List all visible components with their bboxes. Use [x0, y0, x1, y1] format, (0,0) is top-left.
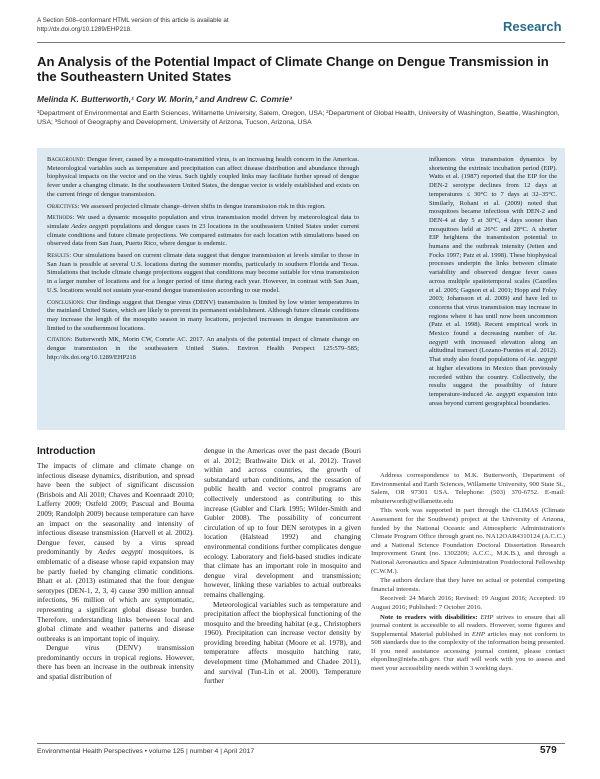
continuation-text-c: at higher elevations in Mexico than previously recorded within the country. Collectively, the results suggest the possibility of future temperature-induced: [429, 364, 557, 398]
bottom-divider: [37, 743, 565, 744]
intro-species: Aedes aegypti: [98, 547, 143, 557]
notice-ehp-2: EHP: [471, 630, 485, 638]
conflict-statement: The authors declare that they have no actual or potential competing financial interests.: [371, 577, 565, 593]
continuation-species-1: Ae. aegypti: [429, 330, 558, 346]
results-text: Our simulations based on current climate data suggest that dengue transmission at levels similar to those in San Juan is possible at several U.S. locations during the summer months, particularly in southern Florida and Texas. Simulations that include climate change projections suggest that conditions may become suitable for virus transmission in a larger number of locations and for a longer period of time during each year. However, in contrast with San Juan, U.S. locations would not sustain year-round dengue transmission according to our model.: [47, 252, 360, 294]
continuation-species-3: Ae. aegypti: [485, 390, 516, 398]
funding-statement: This work was supported in part through the CLIMAS (Climate Assessment for the Southwest) project at the University of Arizona, funded by the National Oceanic and Atmospheric Administration's Climate Program Office through grant no. NA12OAR4310124 (A.C.C.) and a National Science Foundation Doctoral Dissertation Research Improvement Grant (no. 1302209; A.C.C., M.K.B.), and through a National Aeronautics and Space Administration Postdoctoral Fellowship (C.W.M.).: [371, 507, 565, 575]
accessibility-notice: [371, 614, 565, 674]
intro-p1-text: The impacts of climate and climate change on infectious disease dynamics, distribution, and spread have been the subject of significant discussion (Brisbois and Ali 2010; Chaves and Koenraadt 2010; Lafferty 2009; Ostfeld 2009; Pascual and Bouma 2009; Randolph 2009) because temperature can have an impact on the seasonality and intensity of infectious disease transmission (Harvell et al. 2002). Dengue fever, caused by a virus spread predominantly by: [37, 461, 194, 557]
notice-label: Note to readers with disabilities:: [380, 613, 478, 621]
continuation-text-a: influences virus transmission dynamics by shortening the extrinsic incubation period (EIP). Watts et al. (1987) reported that the EIP for the DEN-2 serotype declines from 12 days at temperatures ≤ 30°C to 7 days at 32–35°C. Similarly, Rohani et al. (2009) noted that mosquitoes became infectious with DEN-2 and DEN-4 at day 5 at 30°C, 4 days sooner than mosquitoes held at 26°C and 28°C. A shorter EIP heightens the transmission potential to humans and the outbreak intensity (Jetten and Focks 1997; Patz et al. 1998). These biophysical processes underpin the links between climate variability and observed dengue fever cases across multiple spatiotemporal scales (Cazelles et al. 2005; Gagnon et al. 2001; Hopp and Foley 2003; Johansson et al. 2009) and have led to concerns that virus transmission may increase in regions where it has until now been uncommon (Patz et al. 1998). Recent empirical work in Mexico found a decreasing number of: [429, 156, 557, 338]
intro-paragraph-1: [37, 461, 194, 643]
citation-text[interactable]: Butterworth MK, Morin CW, Comrie AC. 2017. An analysis of the potential impact of climate change on dengue transmission in the southeastern United States. Environ Health Perspect 125:579–585; http://dx.doi.org/10.1289/EHP218: [47, 336, 359, 361]
author-list: Melinda K. Butterworth,¹ Cory W. Morin,² and Andrew C. Comrie³: [37, 94, 292, 104]
intro-p1-text-b: mosquitoes, is emblematic of a disease whose rapid expansion may be partly fueled by changing climatic conditions. Bhatt et al. (2013) estimated that the four dengue serotypes (DEN-1, 2, 3, 4) cause 390 million annual infections, 96 million of which are symptomatic, representing a significant global disease burden. Therefore, understanding links between local and global climate and weather patterns and disease outbreaks is an important topic of inquiry.: [37, 547, 194, 643]
body-column-1: [37, 446, 194, 682]
objectives-text: We assessed projected climate change–driven shifts in dengue transmission risk in this region.: [80, 202, 326, 210]
section-tag: Research: [503, 19, 562, 34]
methods-text: We used a dynamic mosquito population and virus transmission model driven by meteorological data to simulate: [47, 214, 359, 230]
abstract-methods: [47, 214, 359, 249]
notice-text-a: strives to ensure that all journal content is accessible to all readers. However, some figures and Supplemental Material published in: [371, 613, 566, 638]
affiliations: ¹Department of Environmental and Earth Sciences, Willamette University, Salem, Oregon, USA; ²Department of Global Health, University of Washington, Seattle, Washington, USA; ³School of Geography and Development, University of Arizona, Tucson, Arizona, USA: [37, 110, 560, 127]
abstract-results: [47, 252, 359, 296]
article-info-box: [371, 472, 565, 675]
introduction-heading: Introduction: [37, 446, 96, 457]
methods-text-b: populations and dengue cases in 23 locations in the southeastern United States under current climate conditions and future climate projections. We compared estimates for each location with simulations based on observed data from San Juan, Puerto Rico, where dengue is endemic.: [47, 222, 360, 248]
accessibility-note: A Section 508–conformant HTML version of this article is available at http://dx.doi.org/10.1289/EHP218.: [37, 17, 229, 33]
top-divider: [37, 42, 565, 43]
body-column-2: [204, 446, 361, 686]
abstract-conclusions: [47, 299, 359, 334]
intro-paragraph-2: Dengue virus (DENV) transmission predominantly occurs in tropical regions. However, there has been an increase in the outbreak intensity and spatial distribution of: [37, 643, 194, 682]
citation-label: Citation:: [47, 336, 73, 344]
article-title: An Analysis of the Potential Impact of Climate Change on Dengue Transmission in the Southeastern United States: [37, 54, 549, 84]
intro-paragraph-4: Meteorological variables such as temperature and precipitation affect the biophysical functioning of the mosquito and the breeding habitat (e.g., Christophers 1960). Precipitation can increase vector density by providing breeding habitat (Moore et al. 1978), and temperature affects mosquito hatching rate, development time (Mohammed and Chadee 2011), and survival (Tun-Lin et al. 2000). Temperature further: [204, 599, 361, 686]
correspondence: Address correspondence to M.K. Butterworth, Department of Environmental and Earth Sciences, Willamette University, 900 State St., Salem, OR 97301 USA. Telephone: (503) 370-6752. E-mail: mbutterworth@willamette.edu: [371, 472, 565, 505]
background-text: Dengue fever, caused by a mosquito-transmitted virus, is an increasing health concern in the Americas. Meteorological variables such as temperature and precipitation can affect disease distribution and abundance through biophysical impacts on the vector and on the virus. Such tightly coupled links may facilitate further spread of dengue fever under a changing climate. In the southeastern United States, the dengue vector is widely established and exists on the current fringe of dengue transmission.: [47, 156, 360, 198]
page-number: 579: [540, 745, 557, 756]
conclusions-label: Conclusions:: [47, 298, 85, 306]
background-label: Background:: [47, 156, 86, 163]
notice-ehp-1: EHP: [480, 613, 494, 621]
conclusions-text: Our findings suggest that Dengue virus (DENV) transmission is limited by low winter temperatures in the mainland United States, which are likely to prevent its permanent establishment. Although future climate conditions may increase the length of the mosquito season in many locations, projected increases in dengue transmission are limited to the southernmost locations.: [47, 298, 359, 332]
continuation-text-b: with increased elevation along an altitudinal transect (Lozano-Fuentes et al. 2012). That study also found populations of: [429, 338, 557, 364]
abstract-objectives: [47, 203, 359, 212]
notice-text-b[interactable]: articles may not conform to 508 standards due to the complexity of the information being presented. If you need assistance accessing journal content, please contact ehponline@niehs.nih.gov. Our staff will work with you to assess and meet your accessibility needs within 3 working days.: [371, 630, 566, 673]
results-label: Results:: [47, 252, 72, 260]
abstract-continuation: [429, 156, 557, 408]
journal-footer: Environmental Health Perspectives • volume 125 | number 4 | April 2017: [37, 748, 255, 755]
intro-paragraph-3: dengue in the Americas over the past decade (Bouri et al. 2012; Brathwaite Dick et al. 2012). Travel within and across countries, the growth of substandard urban conditions, and the cessation of public health and vector control programs are collectively understood as contributing to this increase (Gubler and Clark 1995; Wilder-Smith and Gubler 2008). The possibility of concurrent circulation of up to four DEN serotypes in a given location (Halstead 1992) and changing environmental conditions further complicates dengue ecology. Laboratory and field-based studies indicate that climate has an important role in mosquito and dengue viral development and transmission; however, linking these variables to actual outbreaks remains challenging.: [204, 446, 361, 599]
abstract-main: [47, 156, 359, 365]
abstract-citation: [47, 336, 359, 362]
methods-label: Methods:: [47, 214, 75, 222]
continuation-text-d: expansion into areas beyond current geographical boundaries.: [429, 390, 557, 407]
abstract-box: [37, 148, 565, 430]
continuation-species-2: Ae. aegypti: [527, 356, 557, 364]
objectives-label: Objectives:: [47, 202, 80, 210]
article-dates: Received: 24 March 2016; Revised: 19 August 2016; Accepted: 19 August 2016; Published: 7 October 2016.: [371, 595, 565, 611]
abstract-background: [47, 156, 359, 200]
methods-species: Aedes aegypti: [71, 222, 109, 230]
